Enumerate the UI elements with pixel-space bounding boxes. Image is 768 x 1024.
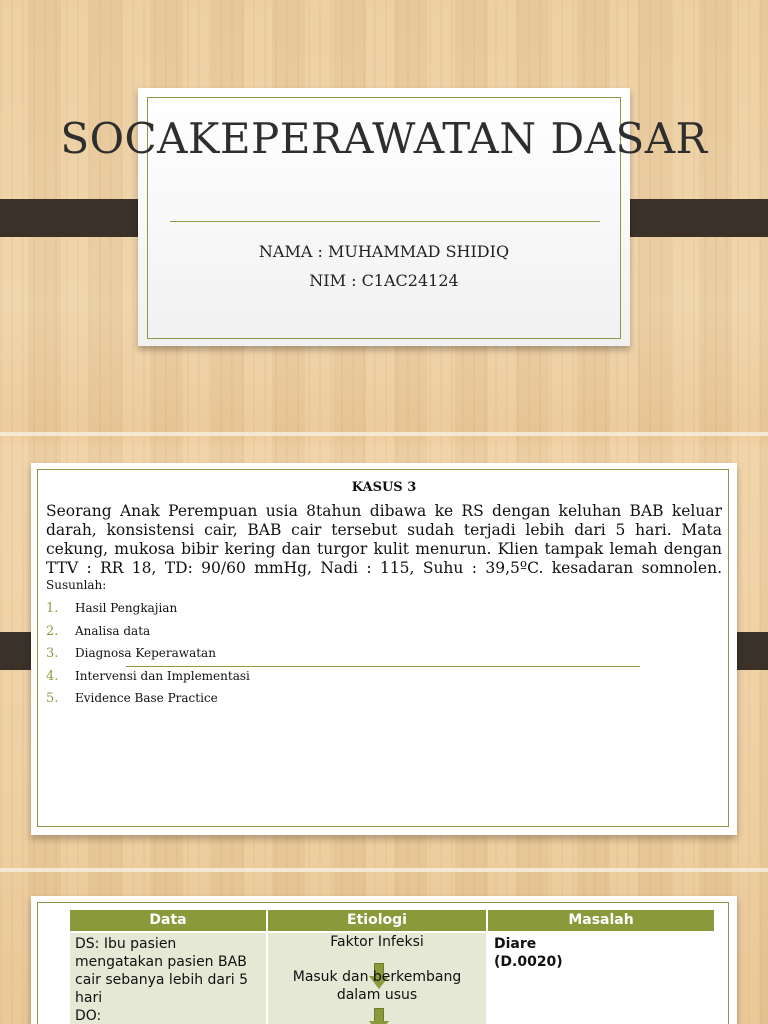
data-cell <box>75 935 265 1024</box>
title-divider <box>170 221 600 222</box>
list-number: 5. <box>46 691 59 706</box>
list-item <box>46 600 250 623</box>
list-number: 3. <box>46 646 59 661</box>
list-item <box>46 690 250 713</box>
list-label: Intervensi dan Implementasi <box>75 668 250 683</box>
etiologi-line: Faktor Infeksi <box>330 934 424 950</box>
task-list <box>46 600 250 713</box>
list-number: 4. <box>46 668 59 684</box>
left-decor-band <box>0 199 156 237</box>
analysis-slide <box>0 872 768 1024</box>
table-header-data: Data <box>70 910 266 931</box>
case-slide <box>0 436 768 868</box>
data-line: cair sebanya lebih dari 5 <box>75 972 249 988</box>
right-decor-band <box>612 199 768 237</box>
etiologi-line: dalam usus <box>336 987 418 1003</box>
title-slide <box>0 0 768 432</box>
masalah-cell: Diare (D.0020) <box>494 936 563 970</box>
data-line: mengatakan pasien BAB <box>75 954 247 970</box>
list-item <box>46 668 250 691</box>
student-nim: NIM : C1AC24124 <box>309 271 459 290</box>
table-header-etiologi: Etiologi <box>268 910 486 931</box>
list-number: 1. <box>46 601 59 616</box>
list-label: Diagnosa Keperawatan <box>75 646 216 660</box>
etiologi-line: Masuk dan berkembang <box>292 969 462 985</box>
table-header-masalah: Masalah <box>488 910 714 931</box>
list-label: Analisa data <box>75 623 151 638</box>
list-number: 2. <box>46 623 59 639</box>
slide-title: SOCAKEPERAWATAN DASAR <box>60 114 708 163</box>
data-line: hari <box>75 990 103 1006</box>
list-label: Hasil Pengkajian <box>75 601 178 615</box>
list-item <box>46 645 250 668</box>
task-instruction: Susunlah: <box>46 578 107 592</box>
data-line: DS: Ibu pasien <box>75 936 177 952</box>
list-label: Evidence Base Practice <box>75 691 218 705</box>
case-description: Seorang Anak Perempuan usia 8tahun dibawa ke RS dengan keluhan BAB keluar darah, konsistensi cair, BAB cair tersebut sudah terjadi lebih dari 5 hari. Mata cekung, mukosa bibir kering dan turgor kulit menurun. Klien tampak lemah dengan TTV : RR 18, TD: 90/60 mmHg, Nadi : 115, Suhu : 39,5ºC. kesadaran somnolen. <box>46 502 722 577</box>
data-line: DO: <box>75 1008 102 1024</box>
list-item <box>46 623 250 646</box>
case-heading: KASUS 3 <box>351 480 417 495</box>
student-name: NAMA : MUHAMMAD SHIDIQ <box>258 242 510 261</box>
